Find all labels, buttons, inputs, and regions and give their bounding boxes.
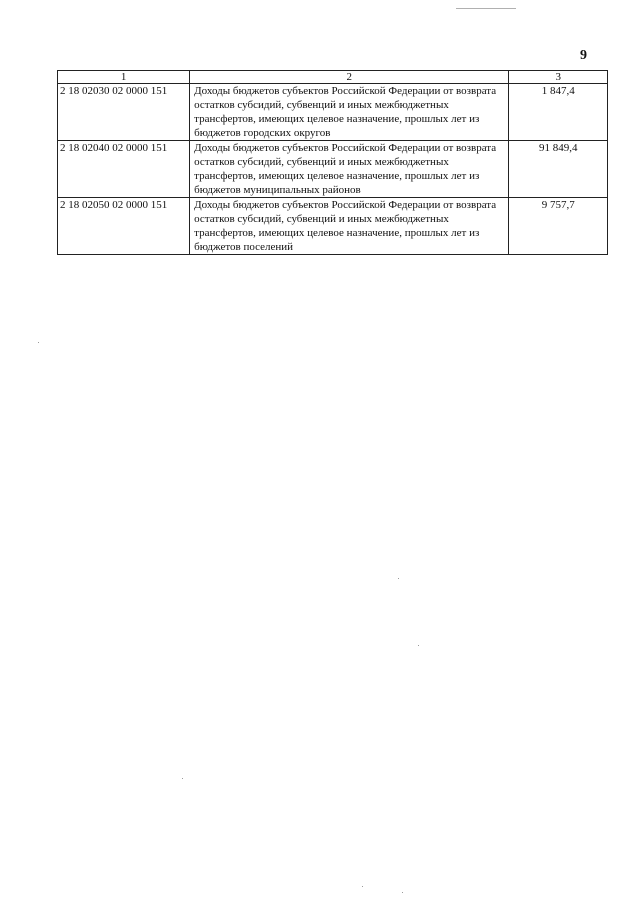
table-row (58, 84, 608, 141)
scan-mark (456, 8, 516, 9)
column-header-2: 2 (190, 71, 509, 84)
revenue-code: 2 18 02030 02 0000 151 (58, 84, 190, 141)
scan-speck (38, 342, 39, 343)
scan-speck (398, 578, 399, 579)
revenue-description: Доходы бюджетов субъектов Российской Федерации от возврата остатков субсидий, субвенций и иных межбюджетных трансфертов, имеющих целевое назначение, прошлых лет из бюджетов муниципальных районов (190, 141, 509, 198)
column-header-1: 1 (58, 71, 190, 84)
scan-speck (402, 892, 403, 893)
revenue-code: 2 18 02040 02 0000 151 (58, 141, 190, 198)
revenue-description: Доходы бюджетов субъектов Российской Федерации от возврата остатков субсидий, субвенций и иных межбюджетных трансфертов, имеющих целевое назначение, прошлых лет из бюджетов городских округов (190, 84, 509, 141)
revenue-code: 2 18 02050 02 0000 151 (58, 198, 190, 255)
revenue-amount: 91 849,4 (509, 141, 608, 198)
revenue-description: Доходы бюджетов субъектов Российской Федерации от возврата остатков субсидий, субвенций и иных межбюджетных трансфертов, имеющих целевое назначение, прошлых лет из бюджетов поселений (190, 198, 509, 255)
table-row (58, 198, 608, 255)
scan-speck (182, 778, 183, 779)
column-header-3: 3 (509, 71, 608, 84)
revenue-table (57, 70, 608, 255)
revenue-amount: 9 757,7 (509, 198, 608, 255)
table-row (58, 141, 608, 198)
page-number: 9 (580, 48, 587, 63)
table-header-row (58, 71, 608, 84)
scan-speck (418, 645, 419, 646)
scan-speck (362, 886, 363, 887)
revenue-amount: 1 847,4 (509, 84, 608, 141)
